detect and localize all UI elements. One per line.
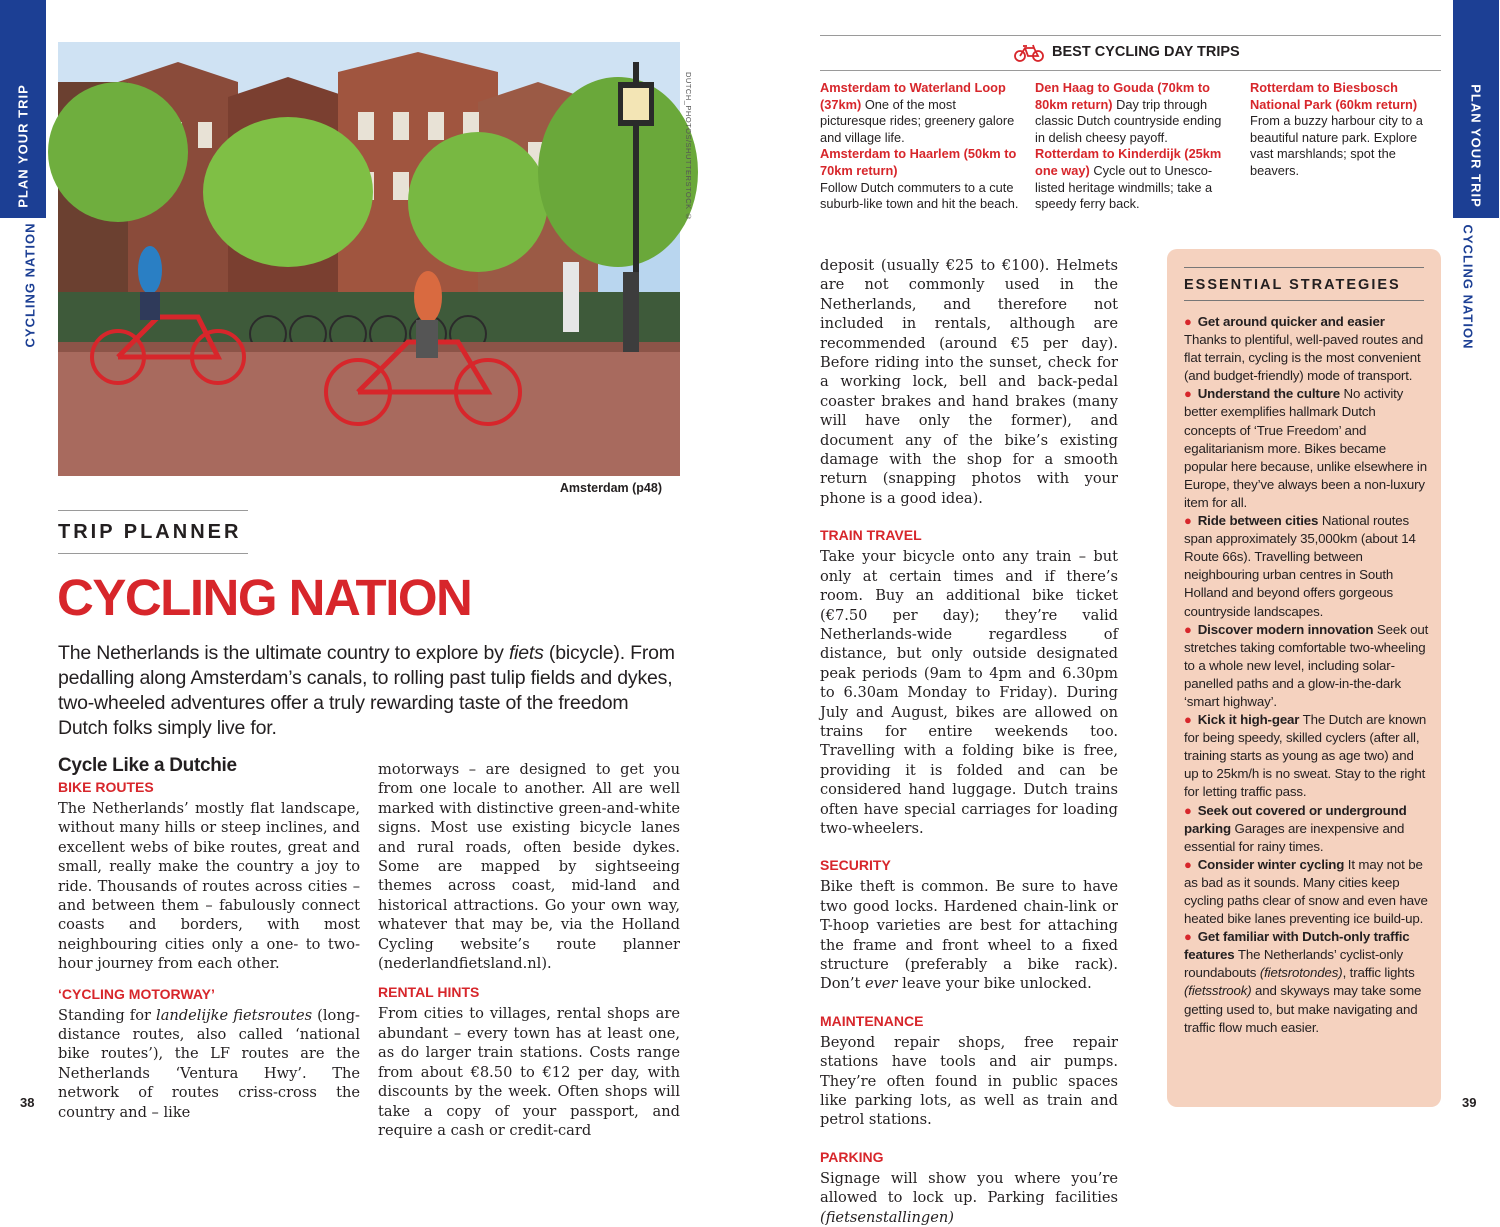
body-paragraph: Standing for landelijke fietsroutes (long-distance routes, also called ‘national bike routes’), the LF routes are the Netherlands ‘Ventura Hwy’. The network of routes criss-cross the country and – like [58,1006,360,1121]
amsterdam-photo [58,42,680,476]
day-trip-item: Rotterdam to Kinderdijk (25km one way) Cycle out to Unesco-listed heritage windmills; take a speedy ferry back. [1035,146,1222,212]
photo-caption: Amsterdam (p48) [559,481,662,495]
section-heading: TRAIN TRAVEL [820,527,922,544]
bicycle-icon [1014,44,1044,62]
divider [58,510,248,511]
bullet-icon: ● [1184,621,1192,637]
bullet-icon: ● [1184,856,1192,872]
chapter-label-left: CYCLING NATION [22,222,38,348]
body-paragraph: Beyond repair shops, free repair stations have tools and air pumps. They’re often found in public spaces like parking lots, as well as train and petrol stations. [820,1033,1118,1129]
chapter-label-right: CYCLING NATION [1460,224,1476,350]
divider [58,553,248,554]
strategy-item: ● Kick it high-gear The Dutch are known for being speedy, skilled cyclers (after all, training starts as young as age two) and up to 25km/h is no sweat. Stay to the right for letting traffic pass. [1184,712,1427,800]
day-trips-column-2 [1035,80,1230,213]
bullet-icon: ● [1184,513,1192,529]
strategies-title: ESSENTIAL STRATEGIES [1184,277,1401,293]
section-tab-label-left: PLAN YOUR TRIP [15,84,31,208]
bullet-icon: ● [1184,929,1192,945]
body-paragraph: deposit (usually €25 to €100). Helmets are not commonly used in the Netherlands, and therefore not included in rentals, although are recommended (around €5 per day). Before riding into the sunset, check for a working lock, bell and back-pedal coaster brakes and hand brakes (many will have only the former), and document any of the bike’s existing damage with the shop for a smooth return (snapping photos with your phone is a good idea). [820,257,1118,507]
day-trip-item: Amsterdam to Haarlem (50km to 70km return) Follow Dutch commuters to a cute suburb-like town and hit the beach. [820,146,1019,212]
day-trips-column-1 [820,80,1020,213]
body-paragraph: motorways – are designed to get you from one locale to another. All are well marked with distinctive green-and-white signs. Most use existing bicycle lanes and rural roads, often beside dykes. Some are mapped by sightseeing themes across coast, mid-land and historical attractions. Go your own way, whatever that may be, via the Holland Cycling website’s route planner (nederlandfietsland.nl). [378,761,680,973]
day-trip-item: Den Haag to Gouda (70km to 80km return) Day trip through classic Dutch countryside ending in delish cheesy payoff. [1035,80,1222,145]
section-heading: SECURITY [820,857,891,874]
body-paragraph: Signage will show you where you’re allowed to lock up. Parking facilities (fietsenstallingen) [820,1169,1118,1226]
text-column-1 [58,754,360,1122]
day-trip-item: Amsterdam to Waterland Loop (37km) One of the most picturesque rides; greenery galore and village life. [820,80,1015,145]
section-heading: MAINTENANCE [820,1012,924,1029]
body-paragraph: Bike theft is common. Be sure to have two good locks. Hardened chain-link or T-hoop varieties are best for attaching the frame and front wheel to a fixed structure (preferably a bike rack). Don’t ever leave your bike unlocked. [820,878,1118,993]
strategies-list [1184,313,1430,1037]
day-trip-item: Rotterdam to Biesbosch National Park (60km return) From a buzzy harbour city to a beautiful nature park. Explore vast marshlands; spot the beavers. [1250,80,1423,178]
divider [1184,267,1424,268]
divider [820,70,1441,71]
section-heading: PARKING [820,1148,884,1165]
strategy-item: ● Understand the culture No activity better exemplifies hallmark Dutch concepts of ‘True Freedom’ and egalitarianism more. Bikes became popular here because, unlike elsewhere in Europe, they’ve always been a non-luxury item for all. [1184,386,1427,510]
strategy-item: ● Ride between cities National routes span approximately 35,000km (about 14 Route 66s). Travelling between neighbouring urban centres in South Holland and beyond offers gorgeous countryside landscapes. [1184,513,1416,619]
text-column-3 [820,256,1118,1227]
subhead: Cycle Like a Dutchie [58,755,237,776]
page-title: CYCLING NATION [57,569,472,626]
body-paragraph: From cities to villages, rental shops are abundant – every town has at least one, as do larger train stations. Costs range from about €8.50 to €12 per day, with discounts by the week. Often shops will take a copy of your passport, and require a cash or credit-card [378,1005,680,1139]
divider [1184,300,1424,301]
body-paragraph: The Netherlands’ mostly flat landscape, without many hills or steep inclines, and excellent webs of bike routes, great and small, really make the country a joy to ride. Thousands of routes across cities – and between them – fabulously connect coasts and borders, with most neighbouring cities only a one- to two-hour journey from each other. [58,800,360,973]
page-number-right: 39 [1462,1095,1477,1110]
day-trips-column-3 [1250,80,1435,180]
page-number-left: 38 [20,1095,35,1110]
section-heading: ‘CYCLING MOTORWAY’ [58,985,215,1002]
strategy-item: ● Get familiar with Dutch-only traffic features The Netherlands’ cyclist-only roundabouts (fietsrotondes), traffic lights (fietsstrook) and skyways may take some getting used to, but make navigating and traffic flow much easier. [1184,929,1422,1035]
strategy-item: ● Get around quicker and easier Thanks to plentiful, well-paved routes and flat terrain, cycling is the most convenient (and budget-friendly) mode of transport. [1184,314,1424,384]
section-kicker: TRIP PLANNER [58,521,242,543]
bullet-icon: ● [1184,802,1192,818]
strategy-item: ● Discover modern innovation Seek out stretches taking comfortable two-wheeling to a whole new level, including solar-panelled paths and a glow-in-the-dark ‘smart highway’. [1184,621,1429,709]
body-paragraph: Take your bicycle onto any train – but only at certain times and if there’s room. Buy an additional bike ticket (€7.50 per day); they’re valid Netherlands-wide regardless of distance, but only outside designated peak periods (9am to 4pm and 6.30pm to 6.30am Monday to Friday). During July and August, bikes are allowed on trains for entire weekends too. Travelling with a folding bike is free, providing it is folded and can be considered hand luggage. Dutch trains often have special carriages for loading two-wheelers. [820,548,1118,837]
text-column-2 [378,760,680,1140]
bullet-icon: ● [1184,712,1192,728]
strategy-item: ● Consider winter cycling It may not be as bad as it sounds. Many cities keep cycling paths clear of snow and even have heated bike lanes preventing ice build-up. [1184,856,1428,927]
bullet-icon: ● [1184,386,1192,402]
bullet-icon: ● [1184,314,1192,329]
section-tab-label-right: PLAN YOUR TRIP [1468,84,1484,208]
photo-credit: DUTCH_PHOTOS/SHUTTERSTOCK © [684,72,693,222]
section-heading: RENTAL HINTS [378,984,480,1001]
day-trips-title: BEST CYCLING DAY TRIPS [1052,44,1240,60]
intro-paragraph: The Netherlands is the ultimate country to explore by fiets (bicycle). From pedalling along Amsterdam’s canals, to rolling past tulip fields and dykes, two-wheeled adventures offer a truly rewarding taste of the freedom Dutch folks simply live for. [58,642,675,739]
strategy-item: ● Seek out covered or underground parking Garages are inexpensive and essential for rainy times. [1184,802,1407,854]
divider [820,35,1441,36]
section-heading: BIKE ROUTES [58,779,154,795]
